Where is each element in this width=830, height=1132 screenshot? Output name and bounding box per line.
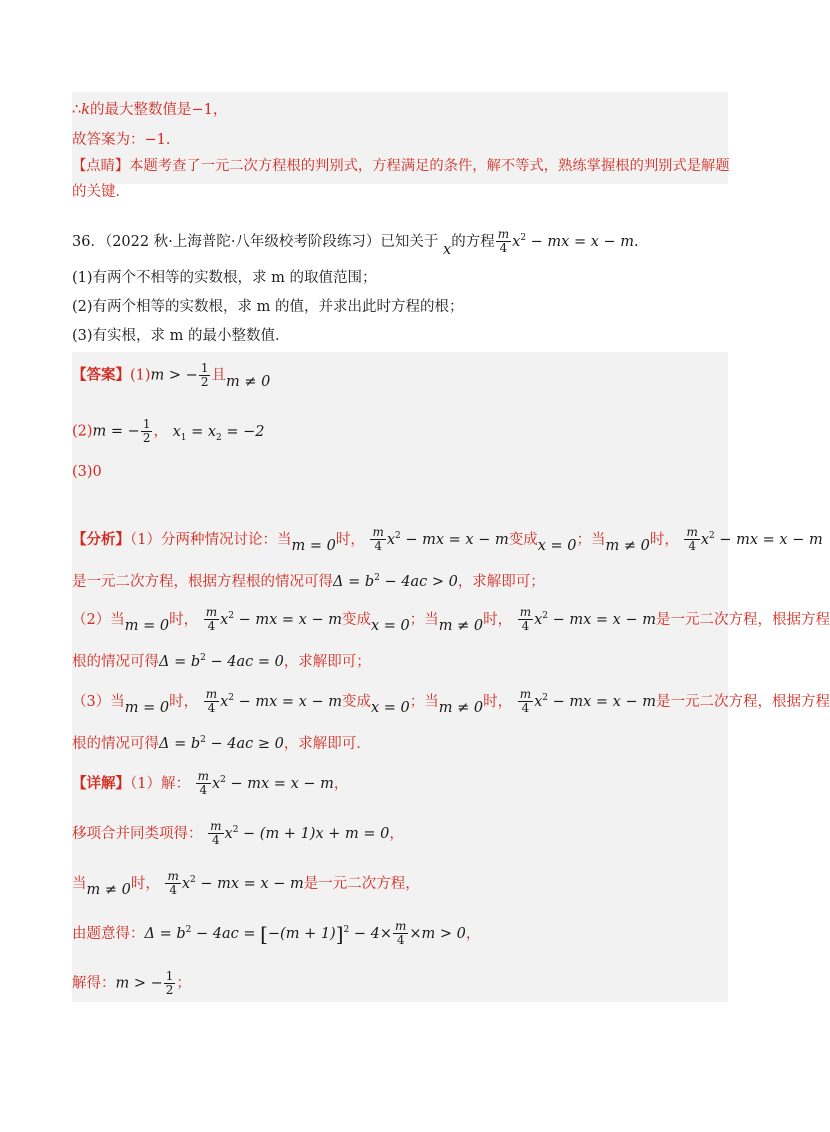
fraction: $\frac{1}{2}$: [142, 417, 151, 445]
detail-line-1: 【详解】（1）解： $\frac{m}{4}$ $x^2$ − mx = x − m，: [72, 769, 349, 798]
comment-line-2: 的关键．: [72, 184, 130, 200]
detail-line-5: 解得：m > − $\frac{1}{2}$ ；: [72, 969, 191, 997]
detail-line-3: 当m ≠ 0时， $\frac{m}{4}$ $x^2$ − mx = x − m是一元二次方程，: [72, 869, 420, 898]
question-36-stem: 36．（2022 秋·上海普陀·八年级校考阶段练习）已知关于 x的方程 $\frac{m}{4}$ $x^2$ − mx = x − m.: [72, 227, 639, 258]
analysis-line-3: （2）当m = 0时， $\frac{m}{4}$ $x^2$ − mx = x − m变成x = 0；当m ≠ 0时， $\frac{m}{4}$ $x^2$ − mx = x − m是一元二次方程，根据方程: [72, 605, 830, 634]
analysis-line-2: 是一元二次方程，根据方程根的情况可得$\Delta = b^2 - 4ac > 0$，求解即可；: [72, 573, 545, 590]
fraction: $\frac{m}{4}$: [519, 605, 532, 634]
fraction: $\frac{m}{4}$: [210, 819, 222, 848]
analysis-line-4: 根的情况可得$\Delta = b^2 - 4ac = 0$，求解即可；: [72, 653, 371, 670]
detail-line-4: 由题意得：$\Delta = b^2 - 4ac = [-(m + 1)]^2 - 4\times$ $\frac{m}{4}$ ×m > 0，: [72, 919, 481, 948]
fraction: $\frac{m}{4}$: [205, 687, 218, 716]
question-part-1: (1)有两个不相等的实数根，求 m 的取值范围；: [72, 270, 377, 286]
question-part-3: (3)有实根，求 m 的最小整数值．: [72, 328, 290, 344]
fraction: $\frac{m}{4}$: [197, 769, 209, 798]
answer-3: (3)0: [72, 464, 102, 480]
fraction: $\frac{m}{4}$: [395, 919, 407, 948]
analysis-line-5: （3）当m = 0时， $\frac{m}{4}$ $x^2$ − mx = x − m变成x = 0；当m ≠ 0时， $\frac{m}{4}$ $x^2$ − mx = x − m是一元二次方程，根据方程: [72, 687, 830, 716]
fraction: $\frac{m}{4}$: [372, 525, 384, 554]
fraction: $\frac{m}{4}$: [167, 869, 179, 898]
fraction: $\frac{m}{4}$: [519, 687, 532, 716]
fraction: $\frac{m}{4}$: [686, 525, 698, 554]
fraction: $\frac{m}{4}$: [497, 227, 510, 256]
analysis-line-6: 根的情况可得$\Delta = b^2 - 4ac \ge 0$，求解即可．: [72, 735, 371, 752]
answer-2: (2)m = − $\frac{1}{2}$ ， $x_1 = x_2 = -2$: [72, 417, 265, 445]
fraction: $\frac{1}{2}$: [165, 969, 174, 997]
comment-line-1: 【点睛】本题考查了一元二次方程根的判别式，方程满足的条件，解不等式，熟练掌握根的判别式是解题: [72, 158, 730, 174]
fraction: $\frac{1}{2}$: [200, 361, 209, 389]
solution-shade-main: [72, 352, 728, 1002]
fraction: $\frac{m}{4}$: [205, 605, 218, 634]
analysis-line-1: 【分析】（1）分两种情况讨论：当m = 0时， $\frac{m}{4}$ $x^2$ − mx = x − m变成x = 0；当m ≠ 0时， $\frac{m}{4}$ $x^2$ − mx = x − m: [72, 525, 823, 554]
answer-line: 故答案为：−1．: [72, 132, 181, 148]
conclusion-line: ∴k的最大整数值是−1，: [72, 102, 228, 118]
question-part-2: (2)有两个相等的实数根，求 m 的值，并求出此时方程的根；: [72, 299, 464, 315]
answer-1: 【答案】(1)m > − $\frac{1}{2}$ 且m ≠ 0: [72, 361, 271, 390]
detail-line-2: 移项合并同类项得： $\frac{m}{4}$ $x^2 - (m + 1)x + m = 0$，: [72, 819, 404, 848]
